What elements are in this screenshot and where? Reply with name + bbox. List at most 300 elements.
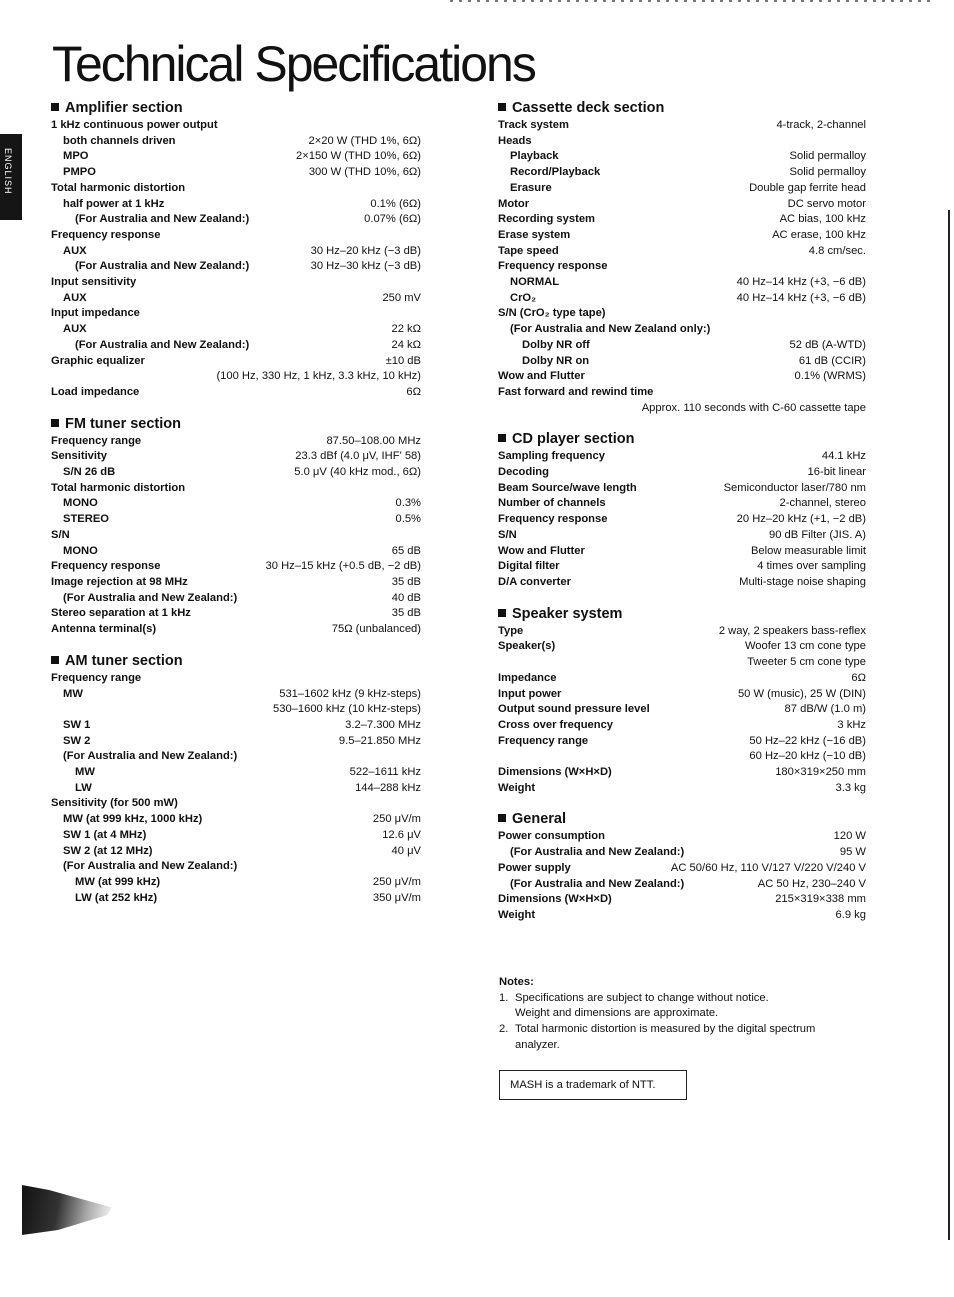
spec-value: ±10 dB: [385, 354, 421, 367]
spec-label: Motor: [498, 197, 530, 210]
spec-label: Decoding: [498, 466, 549, 479]
page-corner-mark: [22, 1185, 112, 1235]
spec-label: Erase system: [498, 228, 571, 241]
square-bullet-icon: [51, 103, 59, 111]
spec-value: AC erase, 100 kHz: [772, 228, 866, 241]
spec-row: [51, 197, 421, 213]
spec-row: [51, 306, 421, 322]
section-title-text: AM tuner section: [65, 652, 183, 669]
spec-row: [51, 687, 421, 703]
spec-row: [498, 512, 866, 528]
spec-value: 50 Hz–22 kHz (−16 dB): [749, 734, 866, 747]
spec-row: [498, 575, 866, 591]
spec-label: S/N: [498, 528, 517, 541]
note-number: 2.: [499, 1023, 509, 1036]
spec-row: [51, 781, 421, 797]
spec-label: Sensitivity: [51, 450, 107, 463]
spec-value: 40 Hz–14 kHz (+3, −6 dB): [736, 291, 866, 304]
spec-value: Approx. 110 seconds with C-60 cassette tape: [641, 401, 866, 414]
spec-row: [498, 369, 866, 385]
spec-row: [498, 908, 866, 924]
spec-label: Type: [498, 624, 524, 637]
spec-label: (For Australia and New Zealand:): [75, 260, 250, 273]
amplifier-section-section: [51, 99, 421, 401]
note-line: analyzer.: [515, 1038, 560, 1051]
spec-value: 40 Hz–14 kHz (+3, −6 dB): [736, 276, 866, 289]
section-title: [51, 652, 421, 670]
spec-row: [51, 749, 421, 765]
spec-label: LW (at 252 kHz): [75, 891, 158, 904]
spec-value: Solid permalloy: [789, 150, 866, 163]
language-tab-label: ENGLISH: [3, 148, 13, 195]
spec-label: SW 1 (at 4 MHz): [63, 828, 147, 841]
spec-row: [498, 291, 866, 307]
spec-value: 4-track, 2-channel: [776, 119, 866, 131]
spec-row: [498, 544, 866, 560]
general-section: [498, 810, 866, 923]
fm-tuner-section-section: [51, 415, 421, 638]
spec-label: Frequency response: [51, 228, 161, 241]
spec-label: Sensitivity (for 500 mW): [51, 797, 178, 810]
spec-label: Frequency response: [51, 560, 161, 573]
spec-label: Recording system: [498, 213, 595, 226]
spec-value: 250 μV/m: [372, 875, 421, 888]
spec-value: 2 way, 2 speakers bass-reflex: [718, 624, 866, 637]
spec-row: [51, 338, 421, 354]
left-column: [51, 99, 421, 920]
spec-label: Weight: [498, 781, 536, 794]
spec-value: 144–288 kHz: [355, 781, 421, 794]
spec-row: [498, 449, 866, 465]
spec-value: 24 kΩ: [391, 338, 421, 351]
spec-value: 250 μV/m: [372, 813, 421, 826]
cassette-deck-section-section: [498, 99, 866, 416]
spec-value: 87.50–108.00 MHz: [326, 434, 421, 447]
spec-value: 250 mV: [382, 291, 421, 304]
spec-label: Number of channels: [498, 497, 606, 510]
spec-value: 0.5%: [395, 513, 421, 526]
spec-label: Graphic equalizer: [51, 354, 145, 367]
spec-value: 2×150 W (THD 10%, 6Ω): [296, 150, 421, 163]
scan-edge-top: [450, 0, 930, 2]
spec-row: [51, 591, 421, 607]
spec-row: [51, 244, 421, 260]
spec-row: [498, 687, 866, 703]
spec-value: Double gap ferrite head: [749, 181, 866, 194]
square-bullet-icon: [498, 609, 506, 617]
am-tuner-section-section: [51, 652, 421, 907]
spec-label: Weight: [498, 908, 536, 921]
notes-title: Notes:: [499, 976, 534, 988]
spec-row: [51, 702, 421, 718]
spec-label: Frequency range: [498, 734, 589, 747]
spec-row: [498, 118, 866, 134]
spec-value: 75Ω (unbalanced): [331, 623, 421, 636]
section-title: [51, 99, 421, 117]
spec-value: 530–1600 kHz (10 kHz-steps): [273, 703, 421, 716]
section-title: [498, 810, 866, 828]
spec-value: 20 Hz–20 kHz (+1, −2 dB): [736, 513, 866, 526]
spec-value: (100 Hz, 330 Hz, 1 kHz, 3.3 kHz, 10 kHz): [216, 370, 421, 383]
spec-label: half power at 1 kHz: [63, 197, 165, 210]
spec-row: [498, 481, 866, 497]
spec-row: [51, 875, 421, 891]
spec-label: STEREO: [63, 513, 110, 526]
spec-label: (For Australia and New Zealand:): [75, 338, 250, 351]
spec-row: [498, 275, 866, 291]
spec-row: [51, 181, 421, 197]
spec-row: [51, 812, 421, 828]
spec-value: 16-bit linear: [807, 466, 866, 479]
spec-row: [498, 559, 866, 575]
section-title-text: General: [512, 811, 566, 828]
spec-label: S/N (CrO₂ type tape): [498, 307, 606, 320]
spec-row: [498, 181, 866, 197]
spec-row: [498, 845, 866, 861]
spec-row: [51, 671, 421, 687]
spec-row: [498, 781, 866, 797]
spec-row: [51, 606, 421, 622]
spec-label: Impedance: [498, 671, 557, 684]
spec-row: [51, 528, 421, 544]
spec-row: [51, 354, 421, 370]
spec-label: SW 2: [63, 734, 91, 747]
note-item: [499, 991, 859, 1022]
spec-row: [498, 385, 866, 401]
spec-value: 9.5–21.850 MHz: [338, 734, 421, 747]
square-bullet-icon: [498, 103, 506, 111]
spec-label: NORMAL: [510, 276, 560, 289]
spec-row: [498, 671, 866, 687]
spec-label: CrO₂: [510, 291, 537, 304]
spec-label: Wow and Flutter: [498, 370, 585, 383]
spec-label: Image rejection at 98 MHz: [51, 575, 188, 588]
spec-row: [51, 859, 421, 875]
spec-row: [51, 559, 421, 575]
spec-row: [51, 575, 421, 591]
spec-value: 23.3 dBf (4.0 μV, IHF' 58): [295, 450, 421, 463]
spec-row: [498, 861, 866, 877]
spec-label: Output sound pressure level: [498, 703, 650, 716]
spec-label: Frequency range: [51, 434, 142, 447]
spec-label: both channels driven: [63, 134, 176, 147]
speaker-system-section: [498, 605, 866, 797]
spec-row: [51, 134, 421, 150]
spec-label: Sampling frequency: [498, 450, 605, 463]
spec-row: [498, 197, 866, 213]
spec-row: [498, 465, 866, 481]
spec-row: [498, 149, 866, 165]
spec-value: 90 dB Filter (JIS. A): [769, 528, 866, 541]
spec-label: PMPO: [63, 166, 96, 179]
spec-value: 40 dB: [391, 591, 421, 604]
spec-label: Frequency response: [498, 260, 608, 273]
spec-value: Woofer 13 cm cone type: [744, 640, 866, 653]
spec-label: Frequency range: [51, 671, 142, 684]
spec-row: [51, 481, 421, 497]
spec-value: 52 dB (A-WTD): [789, 338, 866, 351]
square-bullet-icon: [51, 419, 59, 427]
spec-row: [498, 624, 866, 640]
spec-row: [51, 828, 421, 844]
spec-value: 2-channel, stereo: [779, 497, 866, 510]
spec-label: Frequency response: [498, 513, 608, 526]
spec-value: 30 Hz–15 kHz (+0.5 dB, −2 dB): [265, 560, 421, 573]
note-line: Specifications are subject to change without notice.: [515, 991, 769, 1004]
spec-value: 300 W (THD 10%, 6Ω): [308, 166, 421, 179]
spec-label: LW: [75, 781, 92, 794]
spec-row: [51, 796, 421, 812]
spec-row: [51, 496, 421, 512]
spec-value: 5.0 μV (40 kHz mod., 6Ω): [294, 466, 421, 479]
spec-row: [498, 165, 866, 181]
spec-value: 522–1611 kHz: [349, 766, 421, 779]
spec-value: AC 50/60 Hz, 110 V/127 V/220 V/240 V: [670, 861, 866, 874]
spec-value: 30 Hz–20 kHz (−3 dB): [310, 244, 421, 257]
section-title-text: Amplifier section: [65, 100, 183, 116]
spec-label: Beam Source/wave length: [498, 481, 637, 494]
section-title-text: Speaker system: [512, 605, 623, 622]
spec-value: DC servo motor: [787, 197, 866, 210]
spec-value: 180×319×250 mm: [775, 766, 866, 779]
section-title: [498, 430, 866, 448]
spec-label: (For Australia and New Zealand:): [510, 877, 685, 890]
spec-value: 0.07% (6Ω): [364, 213, 421, 226]
spec-row: [51, 434, 421, 450]
spec-row: [51, 165, 421, 181]
spec-row: [498, 892, 866, 908]
language-tab: [0, 134, 22, 220]
spec-row: [498, 734, 866, 750]
spec-label: Antenna terminal(s): [51, 623, 157, 636]
spec-row: [498, 528, 866, 544]
spec-row: [498, 212, 866, 228]
spec-value: 6.9 kg: [835, 908, 866, 921]
spec-label: MW: [75, 766, 95, 779]
spec-row: [51, 544, 421, 560]
spec-value: 215×319×338 mm: [775, 893, 866, 906]
spec-label: Record/Playback: [510, 166, 601, 179]
spec-row: [498, 354, 866, 370]
spec-value: 0.1% (WRMS): [794, 370, 866, 383]
spec-label: Input sensitivity: [51, 276, 137, 289]
spec-label: Heads: [498, 134, 532, 147]
spec-value: Multi-stage noise shaping: [739, 575, 866, 588]
spec-label: 1 kHz continuous power output: [51, 119, 218, 131]
spec-label: Track system: [498, 119, 569, 131]
spec-label: AUX: [63, 291, 87, 304]
spec-row: [498, 829, 866, 845]
spec-value: 6Ω: [406, 385, 421, 398]
spec-row: [51, 622, 421, 638]
section-title: [498, 99, 866, 117]
spec-row: [498, 259, 866, 275]
spec-value: 350 μV/m: [372, 891, 421, 904]
spec-row: [51, 449, 421, 465]
page-title: Technical Specifications: [52, 36, 535, 92]
spec-label: SW 2 (at 12 MHz): [63, 844, 153, 857]
spec-label: Input impedance: [51, 307, 140, 320]
spec-value: 40 μV: [391, 844, 421, 857]
spec-label: Dimensions (W×H×D): [498, 893, 612, 906]
section-title-text: CD player section: [512, 431, 635, 448]
spec-row: [51, 465, 421, 481]
spec-label: AUX: [63, 323, 87, 336]
note-number: 1.: [499, 991, 509, 1004]
spec-value: 35 dB: [391, 575, 421, 588]
spec-row: [51, 891, 421, 907]
spec-value: 65 dB: [391, 544, 421, 557]
spec-row: [498, 718, 866, 734]
spec-row: [51, 212, 421, 228]
spec-label: Input power: [498, 687, 562, 700]
spec-label: (For Australia and New Zealand:): [63, 591, 238, 604]
spec-row: [51, 322, 421, 338]
spec-row: [498, 401, 866, 417]
spec-value: 87 dB/W (1.0 m): [784, 703, 866, 716]
spec-label: (For Australia and New Zealand:): [63, 860, 238, 873]
spec-value: 50 W (music), 25 W (DIN): [737, 687, 866, 700]
spec-label: MW (at 999 kHz, 1000 kHz): [63, 813, 203, 826]
notes: [499, 975, 859, 1054]
spec-label: (For Australia and New Zealand:): [63, 750, 238, 763]
spec-label: Dolby NR on: [522, 354, 590, 367]
spec-row: [498, 244, 866, 260]
spec-label: Tape speed: [498, 244, 559, 257]
spec-row: [51, 765, 421, 781]
note-line: Total harmonic distortion is measured by the digital spectrum: [515, 1023, 816, 1036]
spec-value: AC 50 Hz, 230–240 V: [757, 877, 866, 890]
spec-label: Stereo separation at 1 kHz: [51, 607, 191, 620]
cd-player-section-section: [498, 430, 866, 590]
spec-value: 531–1602 kHz (9 kHz-steps): [279, 687, 421, 700]
spec-value: 35 dB: [391, 607, 421, 620]
spec-label: Wow and Flutter: [498, 544, 585, 557]
spec-value: 95 W: [839, 846, 866, 859]
spec-value: 61 dB (CCIR): [798, 354, 866, 367]
spec-label: (For Australia and New Zealand:): [510, 846, 685, 859]
spec-row: [498, 765, 866, 781]
spec-value: AC bias, 100 kHz: [779, 213, 866, 226]
spec-label: S/N 26 dB: [63, 466, 116, 479]
section-title: [51, 415, 421, 433]
trademark-box: MASH is a trademark of NTT.: [499, 1070, 687, 1100]
spec-label: D/A converter: [498, 575, 571, 588]
spec-label: S/N: [51, 528, 70, 541]
spec-row: [498, 655, 866, 671]
spec-value: 120 W: [833, 830, 866, 843]
spec-value: 12.6 μV: [382, 828, 421, 841]
spec-row: [51, 718, 421, 734]
spec-row: [498, 702, 866, 718]
spec-value: 3.2–7.300 MHz: [345, 718, 421, 731]
spec-row: [51, 734, 421, 750]
spec-row: [51, 228, 421, 244]
spec-value: 4.8 cm/sec.: [808, 244, 866, 257]
spec-label: SW 1: [63, 718, 91, 731]
spec-value: 60 Hz–20 kHz (−10 dB): [749, 750, 866, 763]
spec-row: [498, 228, 866, 244]
spec-label: Total harmonic distortion: [51, 181, 186, 194]
spec-label: MONO: [63, 544, 98, 557]
spec-label: [51, 702, 63, 718]
spec-row: [498, 306, 866, 322]
spec-label: Speaker(s): [498, 640, 556, 653]
spec-label: Digital filter: [498, 560, 560, 573]
spec-row: [498, 639, 866, 655]
square-bullet-icon: [498, 814, 506, 822]
spec-label: Power supply: [498, 861, 571, 874]
spec-label: MPO: [63, 150, 89, 163]
spec-row: [498, 496, 866, 512]
spec-row: [51, 259, 421, 275]
spec-row: [498, 877, 866, 893]
spec-value: 0.1% (6Ω): [370, 197, 421, 210]
spec-value: Below measurable limit: [750, 544, 866, 557]
spec-label: Fast forward and rewind time: [498, 385, 654, 398]
spec-value: 44.1 kHz: [821, 450, 866, 463]
spec-row: [498, 322, 866, 338]
square-bullet-icon: [498, 434, 506, 442]
square-bullet-icon: [51, 656, 59, 664]
spec-value: 22 kΩ: [391, 323, 421, 336]
spec-row: [498, 134, 866, 150]
spec-label: MONO: [63, 497, 98, 510]
spec-label: Total harmonic distortion: [51, 481, 186, 494]
spec-row: [51, 512, 421, 528]
spec-row: [51, 118, 421, 134]
spec-label: Dolby NR off: [522, 338, 590, 351]
spec-label: Playback: [510, 150, 559, 163]
note-item: [499, 1022, 859, 1053]
spec-row: [498, 749, 866, 765]
spec-value: 30 Hz–30 kHz (−3 dB): [310, 260, 421, 273]
spec-label: MW: [63, 687, 83, 700]
spec-value: Semiconductor laser/780 nm: [723, 481, 866, 494]
spec-value: 6Ω: [851, 671, 866, 684]
spec-label: Erasure: [510, 181, 552, 194]
spec-value: 2×20 W (THD 1%, 6Ω): [308, 134, 421, 147]
spec-row: [51, 149, 421, 165]
section-title-text: Cassette deck section: [512, 100, 665, 116]
spec-row: [51, 385, 421, 401]
spec-label: Dimensions (W×H×D): [498, 766, 612, 779]
spec-value: 3.3 kg: [835, 781, 866, 794]
note-line: Weight and dimensions are approximate.: [515, 1007, 719, 1020]
spec-label: MW (at 999 kHz): [75, 875, 161, 888]
spec-row: [51, 369, 421, 385]
spec-label: Load impedance: [51, 385, 140, 398]
spec-row: [498, 338, 866, 354]
spec-row: [51, 275, 421, 291]
spec-label: (For Australia and New Zealand only:): [510, 323, 711, 336]
scan-edge-right: [948, 210, 950, 1240]
spec-value: 3 kHz: [837, 718, 866, 731]
section-title-text: FM tuner section: [65, 415, 182, 432]
spec-label: AUX: [63, 244, 87, 257]
spec-value: 4 times over sampling: [757, 560, 866, 573]
spec-label: (For Australia and New Zealand:): [75, 213, 250, 226]
right-column: [498, 99, 866, 938]
spec-label: Power consumption: [498, 830, 605, 843]
spec-row: [51, 844, 421, 860]
spec-value: Solid permalloy: [789, 166, 866, 179]
section-title: [498, 605, 866, 623]
spec-row: [51, 291, 421, 307]
spec-value: Tweeter 5 cm cone type: [747, 656, 866, 669]
spec-value: 0.3%: [395, 497, 421, 510]
spec-label: Cross over frequency: [498, 718, 614, 731]
